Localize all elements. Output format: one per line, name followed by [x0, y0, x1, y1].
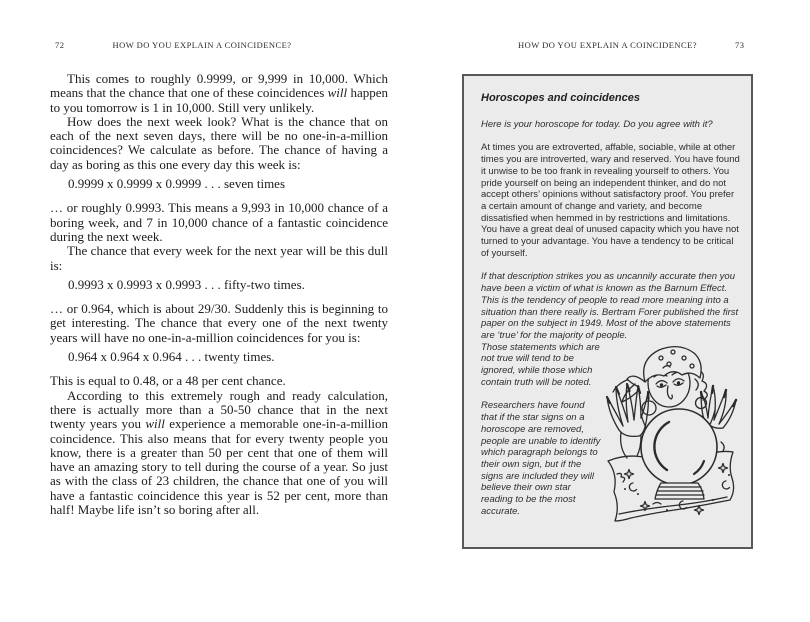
paragraph-text: happen to you tomorrow is 1 in 10,000. Still very unlikely.: [50, 85, 388, 115]
left-running-head: HOW DO YOU EXPLAIN A COINCIDENCE?: [112, 40, 292, 50]
paragraph-boring-week: … or roughly 0.9993. This means a 9,993 in 10,000 chance of a boring week, and 7 in 10,000 chance of a fantastic coincidence during the next week.: [50, 200, 388, 244]
paragraph-text: experience a memorable one-in-a-million coincidence. This also means that for every twenty people you know, there is a greater than 50 per cent that one of them will have an amazing story to tell during the course of a year. So just as with the class of 23 children, the chance that one of you will have a fantastic coincidence this year is 52 per cent, more than half! Maybe life isn’t so boring after all.: [50, 416, 389, 518]
barnum-paragraph: If that description strikes you as uncannily accurate then you have been a victim of what is known as the Barnum Effect. This is the tendency of people to read more meaning into a situation than there really is. Bertram Forer published the first paper on the subject in 1949. Most of the above statements are ‘true’ for the majority of people.: [481, 271, 739, 341]
emphasis-will: will: [145, 416, 165, 432]
emphasis-will: will: [327, 85, 348, 101]
left-page-number: 72: [55, 40, 65, 50]
crystal-ball: [641, 409, 717, 485]
paragraph-every-week: The chance that every week for the next year will be this dull is:: [50, 243, 388, 273]
formula-seven-times: 0.9999 x 0.9999 x 0.9999 . . . seven times: [68, 176, 286, 192]
left-page-body: [50, 72, 388, 517]
paragraph-48-per-cent: This is equal to 0.48, or a 48 per cent chance.: [50, 373, 286, 389]
right-page-number: 73: [735, 40, 745, 50]
paragraph-next-week: How does the next week look? What is the chance that on each of the next seven days, there will be no one-in-a-million coincidences? We calculate as before. The chance of having a day as boring as this one every day this week is:: [50, 113, 388, 172]
paragraph-chance-tomorrow: [50, 72, 388, 115]
horoscope-text: At times you are extroverted, affable, sociable, while at other times you are introverted, wary and reserved. You have found it unwise to be too frank in revealing yourself to others. You pride yourself on being an independent thinker, and do not accept others’ opinions without satisfactory proof. You prefer a certain amount of change and variety, and become dissatisfied when hemmed in by restrictions and limitations. You have a great deal of unused capacity which you have not turned to your advantage. You have a tendency to be critical of yourself.: [481, 142, 740, 259]
researchers-paragraph: Researchers have found that if the star signs on a horoscope are removed, people are unable to identify which paragraph belongs to their own sign, but if the signs are included they will believe their own star reading to be the most accurate.: [481, 400, 601, 517]
barnum-paragraph-wrapped: Those statements which are not true will tend to be ignored, while those which contain truth will be noted.: [481, 341, 600, 388]
horoscope-box: [462, 74, 753, 549]
right-running-head: HOW DO YOU EXPLAIN A COINCIDENCE?: [518, 40, 697, 50]
fortune-teller-illustration: [605, 342, 741, 524]
paragraph-conclusion: [50, 389, 388, 518]
box-intro: Here is your horoscope for today. Do you agree with it?: [481, 118, 713, 130]
paragraph-text: This comes to roughly 0.9999, or 9,999 in 10,000. Which means that the chance that one of these coincidences: [50, 71, 388, 101]
formula-twenty-times: 0.964 x 0.964 x 0.964 . . . twenty times.: [68, 349, 275, 365]
formula-fifty-two-times: 0.9993 x 0.9993 x 0.9993 . . . fifty-two times.: [68, 276, 305, 292]
paragraph-twenty-years: … or 0.964, which is about 29/30. Suddenly this is beginning to get interesting. The chance that every one of the next twenty years will have no one-in-a-million coincidences for you is:: [50, 301, 388, 345]
illustration-wrap-zone: [481, 342, 741, 518]
paragraph-text: According to this extremely rough and ready calculation, there is actually more than a 50-50 chance that in the next twenty years you: [50, 387, 388, 432]
ball-stand: [655, 483, 704, 499]
box-title: Horoscopes and coincidences: [481, 92, 640, 104]
fortune-teller-head: [613, 346, 707, 414]
